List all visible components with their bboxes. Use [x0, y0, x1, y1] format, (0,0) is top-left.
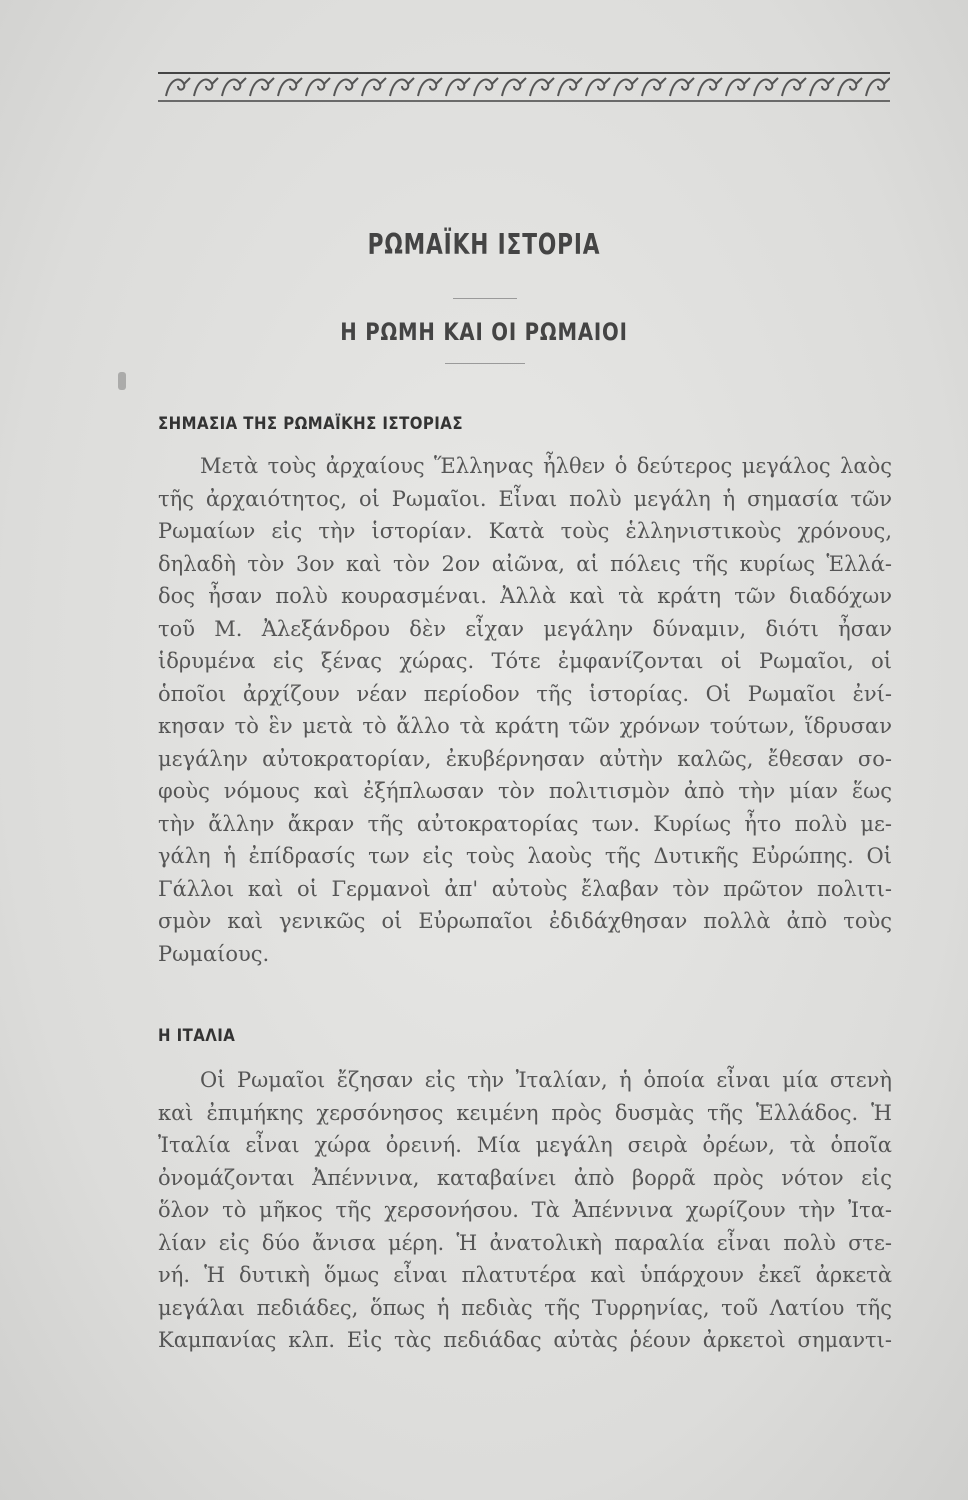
ornament-wave: [418, 78, 442, 96]
text-line: κησαν τὸ ἓν μετὰ τὸ ἄλλο τὰ κράτη τῶν χρόνων τούτων, ἵδρυσαν: [158, 714, 892, 738]
text-line: σμὸν καὶ γενικῶς οἱ Εὐρωπαῖοι ἐδιδάχθησαν πολλὰ ἀπὸ τοὺς: [158, 909, 892, 933]
decorative-border-ornament: [158, 70, 890, 104]
text-line: ὁποῖοι ἀρχίζουν νέαν περίοδον τῆς ἱστορίας. Οἱ Ρωμαῖοι ἐνί-: [158, 681, 892, 706]
ornament-wave: [194, 78, 218, 96]
text-line: Μετὰ τοὺς ἀρχαίους Ἕλληνας ἦλθεν ὁ δεύτερος μεγάλος λαὸς: [200, 454, 892, 478]
text-line: Γάλλοι καὶ οἱ Γερμανοὶ ἀπ' αὐτοὺς ἔλαβαν τὸν πρῶτον πολιτι-: [158, 876, 892, 901]
ornament-wave: [726, 78, 750, 96]
text-line: δος ἦσαν πολὺ κουρασμέναι. Ἀλλὰ καὶ τὰ κράτη τῶν διαδόχων: [158, 584, 892, 608]
text-line: λίαν εἰς δύο ἄνισα μέρη. Ἡ ἀνατολικὴ παραλία εἶναι πολὺ στε-: [158, 1230, 892, 1255]
title-divider: [453, 298, 517, 299]
ornament-wave: [838, 78, 862, 96]
ornament-wave: [866, 78, 890, 96]
section-body-italy: [158, 1064, 892, 1357]
chapter-subtitle: Η ΡΩΜΗ ΚΑΙ ΟΙ ΡΩΜΑΙΟΙ: [340, 318, 628, 346]
section-body-significance: [158, 450, 892, 970]
text-line: φοὺς νόμους καὶ ἐξήπλωσαν τὸν πολιτισμὸν ἀπὸ τὴν μίαν ἕως: [158, 779, 892, 803]
page-title: ΡΩΜΑΪΚΗ ΙΣΤΟΡΙΑ: [367, 228, 601, 261]
ornament-wave: [362, 78, 386, 96]
ornament-wave: [446, 78, 470, 96]
text-line: μεγάλην αὐτοκρατορίαν, ἐκυβέρνησαν αὐτὴν καλῶς, ἔθεσαν σο-: [158, 746, 892, 771]
text-line: καὶ ἐπιμήκης χερσόνησος κειμένη πρὸς δυσμὰς τῆς Ἑλλάδος. Ἡ: [158, 1100, 892, 1125]
text-line: Οἱ Ρωμαῖοι ἔζησαν εἰς τὴν Ἰταλίαν, ἡ ὁποία εἶναι μία στενὴ: [200, 1068, 892, 1092]
text-line: γάλη ἡ ἐπίδρασίς των εἰς τοὺς λαοὺς τῆς Δυτικῆς Εὐρώπης. Οἱ: [158, 844, 892, 868]
ornament-wave: [810, 78, 834, 96]
text-line: μεγάλαι πεδιάδες, ὅπως ἡ πεδιὰς τῆς Τυρρηνίας, τοῦ Λατίου τῆς: [158, 1295, 892, 1320]
ornament-wave: [782, 78, 806, 96]
ornament-wave: [642, 78, 666, 96]
ornament-wave: [222, 78, 246, 96]
ornament-wave: [586, 78, 610, 96]
text-line: τοῦ Μ. Ἀλεξάνδρου δὲν εἶχαν μεγάλην δύναμιν, διότι ἦσαν: [158, 616, 892, 641]
text-line: Καμπανίας κλπ. Εἰς τὰς πεδιάδας αὐτὰς ῥέουν ἀρκετοὶ σημαντι-: [158, 1328, 892, 1352]
ornament-wave: [390, 78, 414, 96]
text-line: ἱδρυμένα εἰς ξένας χώρας. Τότε ἐμφανίζονται οἱ Ρωμαῖοι, οἱ: [158, 649, 892, 673]
section-heading-significance: ΣΗΜΑΣΙΑ ΤΗΣ ΡΩΜΑΪΚΗΣ ΙΣΤΟΡΙΑΣ: [158, 414, 463, 434]
ornament-wave: [278, 78, 302, 96]
text-line: Ρωμαίους.: [158, 941, 270, 966]
ornament-wave: [334, 78, 358, 96]
ornament-wave: [698, 78, 722, 96]
ornament-wave: [502, 78, 526, 96]
ink-smudge: [118, 372, 126, 390]
text-line: τὴν ἄλλην ἄκραν τῆς αὐτοκρατορίας των. Κυρίως ἦτο πολὺ με-: [158, 811, 892, 836]
section-heading-italy: Η ΙΤΑΛΙΑ: [158, 1026, 236, 1046]
ornament-wave: [530, 78, 554, 96]
text-line: ὅλον τὸ μῆκος τῆς χερσονήσου. Τὰ Ἀπέννινα χωρίζουν τὴν Ἰτα-: [158, 1198, 892, 1222]
text-line: Ρωμαίων εἰς τὴν ἱστορίαν. Κατὰ τοὺς ἑλληνιστικοὺς χρόνους,: [158, 519, 892, 543]
ornament-wave: [166, 78, 190, 96]
ornament-wave: [614, 78, 638, 96]
ornament-wave: [306, 78, 330, 96]
ornament-wave: [670, 78, 694, 96]
text-line: δηλαδὴ τὸν 3ον καὶ τὸν 2ον αἰῶνα, αἱ πόλεις τῆς κυρίως Ἑλλά-: [158, 551, 892, 576]
subtitle-divider: [445, 363, 525, 364]
text-line: Ἰταλία εἶναι χώρα ὀρεινή. Μία μεγάλη σειρὰ ὀρέων, τὰ ὁποῖα: [158, 1133, 892, 1157]
text-line: ὀνομάζονται Ἀπέννινα, καταβαίνει ἀπὸ βορρᾶ πρὸς νότον εἰς: [158, 1165, 892, 1190]
ornament-wave: [558, 78, 582, 96]
text-line: νή. Ἡ δυτικὴ ὅμως εἶναι πλατυτέρα καὶ ὑπάρχουν ἐκεῖ ἀρκετὰ: [158, 1263, 892, 1287]
ornament-wave: [250, 78, 274, 96]
ornament-wave: [474, 78, 498, 96]
text-line: τῆς ἀρχαιότητος, οἱ Ρωμαῖοι. Εἶναι πολὺ μεγάλη ἡ σημασία τῶν: [158, 486, 892, 511]
ornament-wave: [754, 78, 778, 96]
